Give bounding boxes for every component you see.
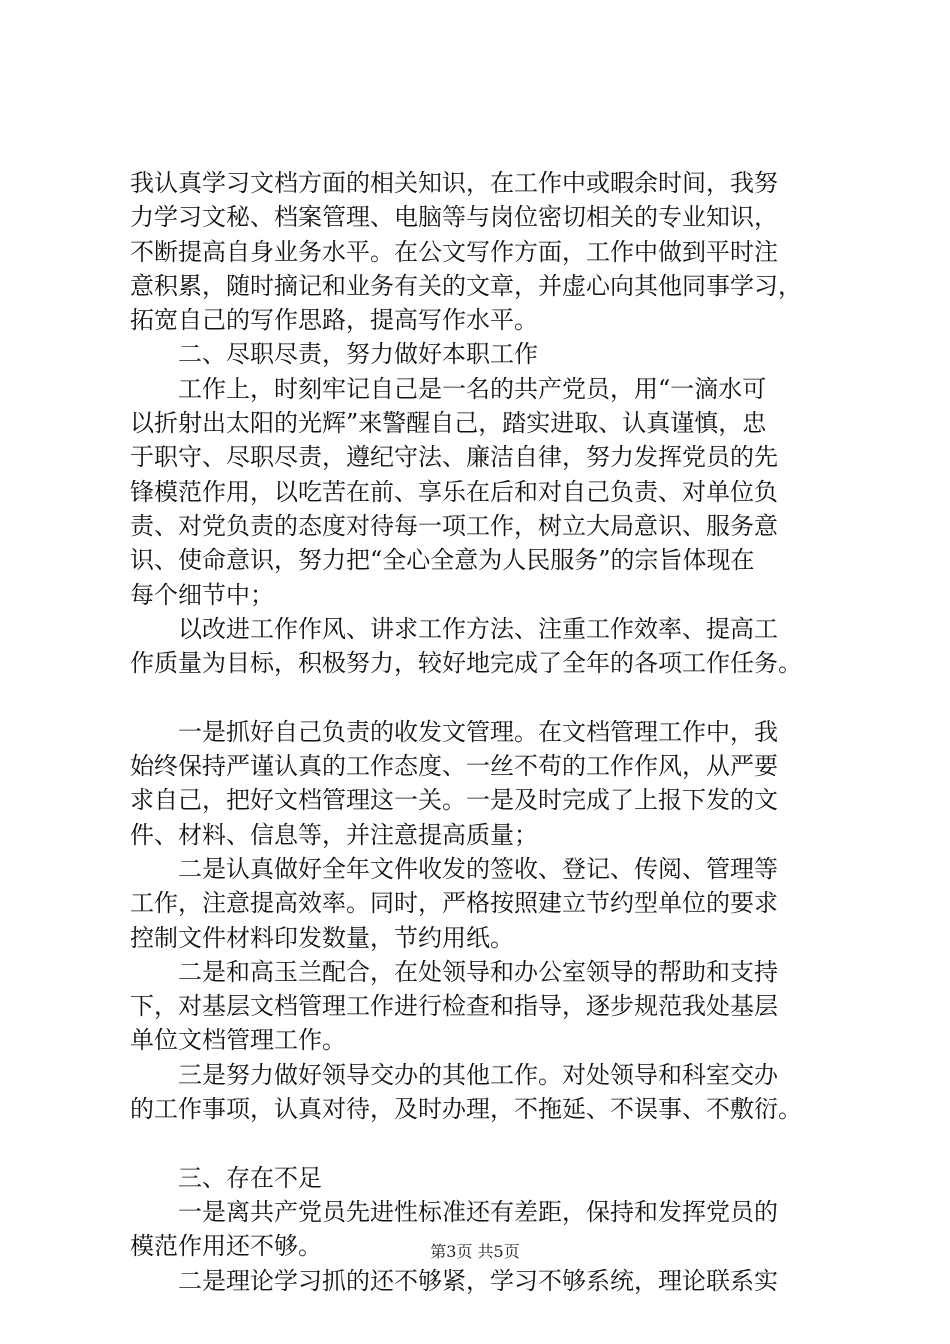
- text-line: 下，对基层文档管理工作进行检查和指导，逐步规范我处基层: [130, 992, 778, 1021]
- text-line: 一是抓好自己负责的收发文管理。在文档管理工作中，我: [130, 717, 778, 746]
- text-line: 工作，注意提高效率。同时，严格按照建立节约型单位的要求: [130, 889, 778, 918]
- text-line: 三、存在不足: [130, 1163, 322, 1192]
- text-line: 二是认真做好全年文件收发的签收、登记、传阅、管理等: [130, 854, 778, 883]
- text-line: 我认真学习文档方面的相关知识，在工作中或暇余时间，我努: [130, 169, 778, 197]
- text-line: 模范作用还不够。: [130, 1232, 322, 1261]
- blank-line: [130, 680, 850, 714]
- text-line: 二是理论学习抓的还不够紧，学习不够系统，理论联系实: [130, 1266, 778, 1295]
- blank-line: [130, 1126, 850, 1160]
- text-line: 工作上，时刻牢记自己是一名的共产党员，用“一滴水可: [130, 374, 767, 403]
- text-line: 锋模范作用，以吃苦在前、享乐在后和对自己负责、对单位负: [130, 477, 778, 506]
- text-line: 控制文件材料印发数量，节约用纸。: [130, 923, 514, 952]
- text-line: 二是和高玉兰配合，在处领导和办公室领导的帮助和支持: [130, 957, 778, 986]
- text-line: 的工作事项，认真对待，及时办理，不拖延、不误事、不敷衍。: [130, 1095, 802, 1124]
- text-line: 件、材料、信息等，并注意提高质量；: [130, 820, 538, 849]
- text-line: 单位文档管理工作。: [130, 1026, 346, 1055]
- text-line: 意积累，随时摘记和业务有关的文章，并虚心向其他同事学习，: [130, 271, 802, 300]
- text-line: 求自己，把好文档管理这一关。一是及时完成了上报下发的文: [130, 786, 778, 815]
- text-line: 以折射出太阳的光辉”来警醒自己，踏实进取、认真谨慎，忠: [130, 409, 767, 438]
- text-line: 于职守、尽职尽责，遵纪守法、廉洁自律，努力发挥党员的先: [130, 443, 778, 472]
- text-line: 拓宽自己的写作思路，提高写作水平。: [130, 306, 538, 335]
- document-body: [130, 166, 850, 1298]
- text-line: 一是离共产党员先进性标准还有差距，保持和发挥党员的: [130, 1197, 778, 1226]
- text-line: 力学习文秘、档案管理、电脑等与岗位密切相关的专业知识，: [130, 203, 778, 232]
- text-line: 责、对党负责的态度对待每一项工作，树立大局意识、服务意: [130, 511, 778, 540]
- page-footer: 第3页 共5页: [430, 1242, 520, 1261]
- text-line: 作质量为目标，积极努力，较好地完成了全年的各项工作任务。: [130, 649, 802, 678]
- text-line: 三是努力做好领导交办的其他工作。对处领导和科室交办: [130, 1060, 778, 1089]
- text-line: 以改进工作作风、讲求工作方法、注重工作效率、提高工: [130, 614, 778, 643]
- text-line: 每个细节中；: [130, 580, 274, 609]
- text-line: 不断提高自身业务水平。在公文写作方面，工作中做到平时注: [130, 237, 778, 266]
- text-line: 始终保持严谨认真的工作态度、一丝不苟的工作作风，从严要: [130, 752, 778, 781]
- text-line: 识、使命意识，努力把“全心全意为人民服务”的宗旨体现在: [130, 546, 755, 575]
- text-line: 二、尽职尽责，努力做好本职工作: [130, 340, 538, 369]
